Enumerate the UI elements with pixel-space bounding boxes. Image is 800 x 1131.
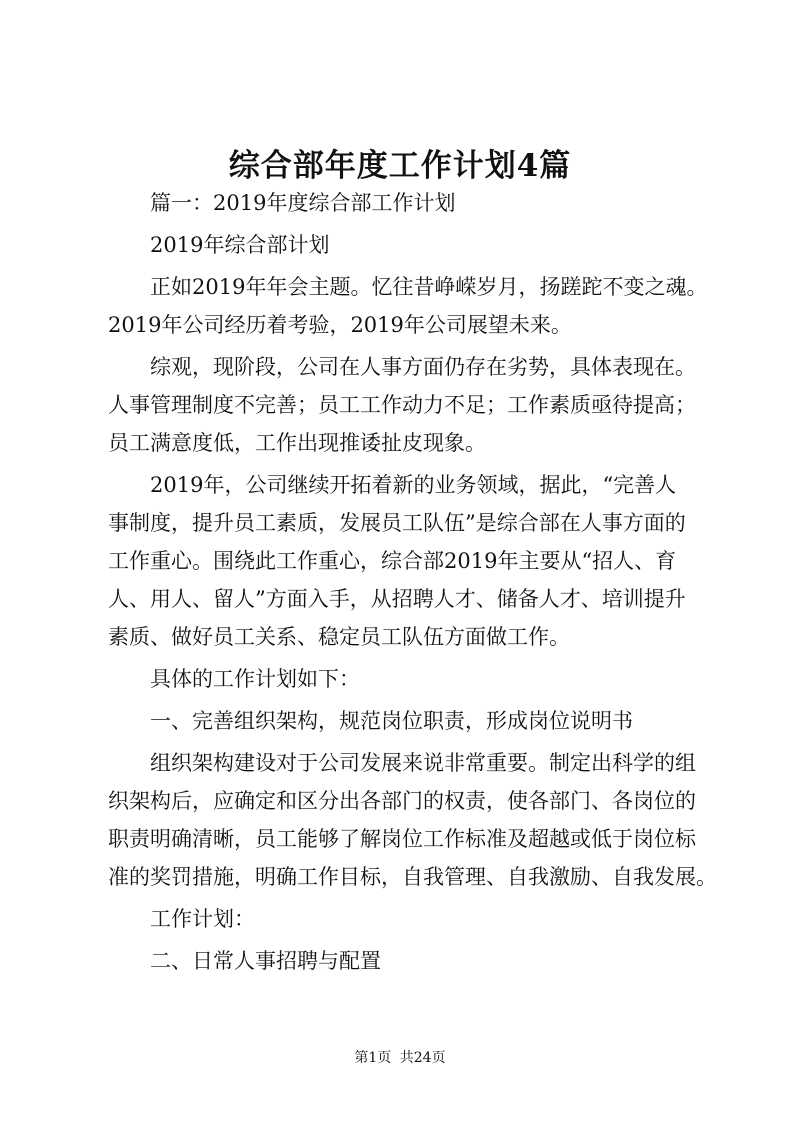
text-line: 2019年综合部计划 — [150, 233, 330, 257]
text-line: 人、用人、留人”方面入手，从招聘人才、储备人才、培训提升 — [108, 587, 686, 611]
text-line: 篇一：2019年度综合部工作计划 — [150, 191, 456, 215]
paragraph — [108, 226, 718, 264]
page-total: 共24页 — [399, 1050, 446, 1066]
text-line: 正如2019年年会主题。忆往昔峥嵘岁月，扬蹉跎不变之魂。 — [150, 275, 708, 299]
paragraph — [108, 660, 718, 698]
text-line: 2019年公司经历着考验，2019年公司展望未来。 — [108, 313, 572, 337]
text-line: 一、完善组织架构，规范岗位职责，形成岗位说明书 — [150, 709, 633, 733]
paragraph — [108, 900, 718, 938]
text-line: 工作重心。围绕此工作重心，综合部2019年主要从“招人、育 — [108, 549, 677, 573]
document-title: 综合部年度工作计划4篇 — [228, 148, 572, 184]
text-line: 素质、做好员工关系、稳定员工队伍方面做工作。 — [108, 625, 570, 649]
text-line: 员工满意度低，工作出现推诿扯皮现象。 — [108, 431, 486, 455]
text-line: 二、日常人事招聘与配置 — [150, 949, 381, 973]
page-footer — [0, 1047, 800, 1067]
text-line: 具体的工作计划如下： — [150, 667, 360, 691]
text-line: 准的奖罚措施，明确工作目标，自我管理、自我激励、自我发展。 — [108, 865, 717, 889]
text-line: 织架构后，应确定和区分出各部门的权责，使各部门、各岗位的 — [108, 789, 696, 813]
text-line: 职责明确清晰，员工能够了解岗位工作标准及超越或低于岗位标 — [108, 827, 696, 851]
text-line: 人事管理制度不完善；员工工作动力不足；工作素质亟待提高； — [108, 393, 696, 417]
document-body — [108, 184, 718, 984]
paragraph — [108, 702, 718, 740]
text-line: 综观，现阶段，公司在人事方面仍存在劣势，具体表现在。 — [150, 355, 696, 379]
page-number: 第1页 — [354, 1050, 392, 1066]
paragraph — [108, 348, 718, 462]
paragraph — [108, 268, 718, 344]
paragraph — [108, 942, 718, 980]
paragraph — [108, 744, 718, 896]
text-line: 2019年，公司继续开拓着新的业务领域，据此，“完善人 — [150, 473, 677, 497]
text-line: 工作计划： — [150, 907, 255, 931]
paragraph — [108, 184, 718, 222]
paragraph — [108, 466, 718, 656]
text-line: 组织架构建设对于公司发展来说非常重要。制定出科学的组 — [150, 751, 696, 775]
text-line: 事制度，提升员工素质，发展员工队伍”是综合部在人事方面的 — [108, 511, 686, 535]
